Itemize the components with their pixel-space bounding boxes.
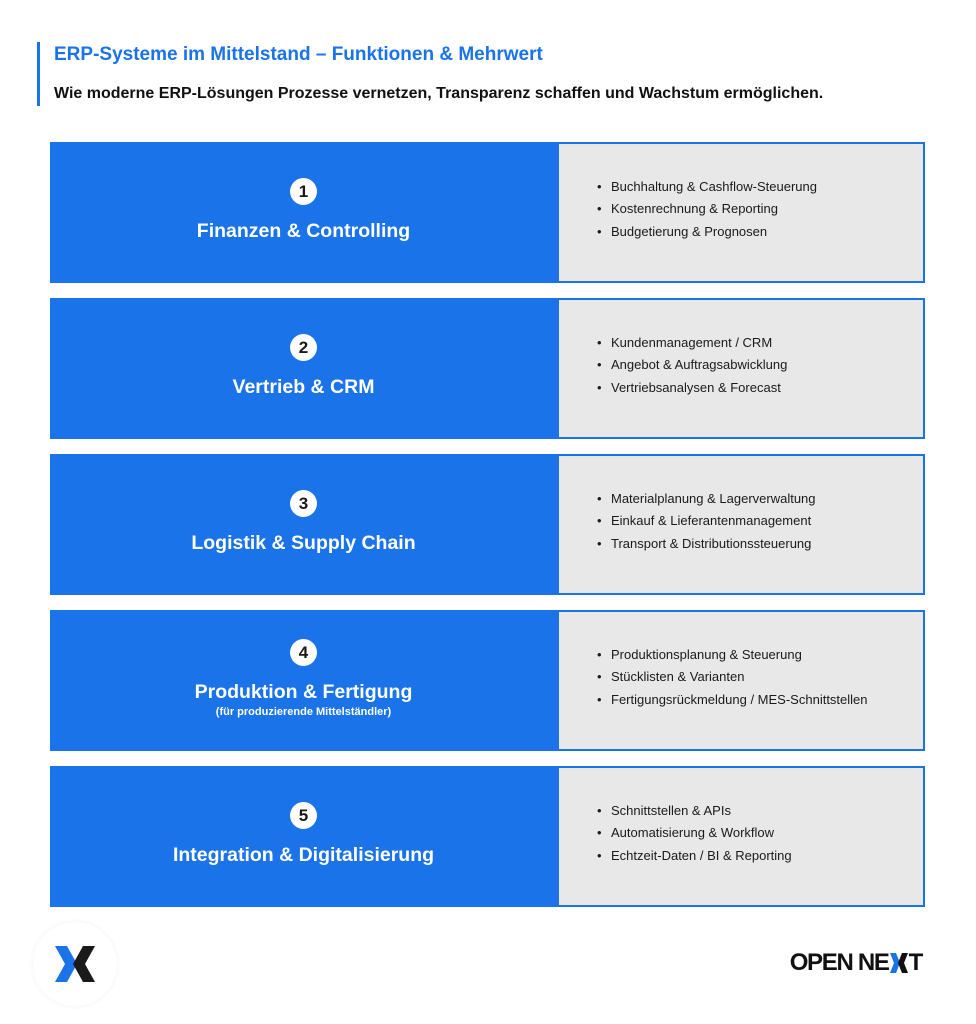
number-badge: 1 (290, 178, 317, 205)
function-title: Vertrieb & CRM (232, 376, 375, 398)
function-row-2 (50, 298, 925, 439)
function-note: (für produzierende Mittelständler) (215, 706, 392, 718)
feature-item: • Kostenrechnung & Reporting (597, 198, 817, 221)
feature-item: • Schnittstellen & APIs (597, 800, 792, 823)
number-badge: 4 (290, 639, 317, 666)
feature-list (597, 644, 868, 712)
function-title: Finanzen & Controlling (196, 220, 411, 242)
feature-item: • Materialplanung & Lagerverwaltung (597, 488, 816, 511)
function-rows (50, 142, 925, 922)
feature-panel (557, 298, 925, 439)
feature-item: • Stücklisten & Varianten (597, 666, 868, 689)
brand-logo (790, 949, 922, 977)
feature-panel (557, 766, 925, 907)
feature-item: • Produktionsplanung & Steuerung (597, 644, 868, 667)
feature-panel (557, 454, 925, 595)
function-card (50, 298, 557, 439)
feature-item: • Echtzeit-Daten / BI & Reporting (597, 845, 792, 868)
function-row-3 (50, 454, 925, 595)
function-title: Produktion & Fertigung (194, 681, 413, 703)
function-row-5 (50, 766, 925, 907)
function-row-1 (50, 142, 925, 283)
header (37, 42, 823, 106)
feature-item: • Buchhaltung & Cashflow-Steuerung (597, 176, 817, 199)
brand-text-end: T (908, 949, 922, 976)
number-badge: 2 (290, 334, 317, 361)
feature-item: • Kundenmanagement / CRM (597, 332, 787, 355)
feature-item: • Transport & Distributionssteuerung (597, 533, 816, 556)
function-card (50, 766, 557, 907)
function-title: Integration & Digitalisierung (172, 844, 435, 866)
feature-item: • Automatisierung & Workflow (597, 822, 792, 845)
function-card (50, 454, 557, 595)
feature-item: • Vertriebsanalysen & Forecast (597, 377, 787, 400)
number-badge: 5 (290, 802, 317, 829)
function-card (50, 142, 557, 283)
page-title: ERP-Systeme im Mittelstand – Funktionen & Mehrwert (54, 44, 543, 65)
brand-text: OPEN NE (789, 949, 889, 976)
feature-list (597, 176, 817, 244)
function-row-4 (50, 610, 925, 751)
feature-list (597, 332, 787, 400)
page-subtitle: Wie moderne ERP-Lösungen Prozesse vernetzen, Transparenz schaffen und Wachstum ermöglichen. (54, 85, 824, 102)
feature-item: • Einkauf & Lieferantenmanagement (597, 510, 816, 533)
feature-item: • Fertigungsrückmeldung / MES-Schnittstellen (597, 689, 868, 712)
feature-item: • Angebot & Auftragsabwicklung (597, 354, 787, 377)
feature-panel (557, 610, 925, 751)
number-badge: 3 (290, 490, 317, 517)
feature-panel (557, 142, 925, 283)
feature-list (597, 800, 792, 868)
feature-list (597, 488, 816, 556)
function-card (50, 610, 557, 751)
brand-x-icon (890, 953, 908, 973)
function-title: Logistik & Supply Chain (191, 532, 416, 554)
feature-item: • Budgetierung & Prognosen (597, 221, 817, 244)
x-logo-icon (33, 922, 117, 1006)
